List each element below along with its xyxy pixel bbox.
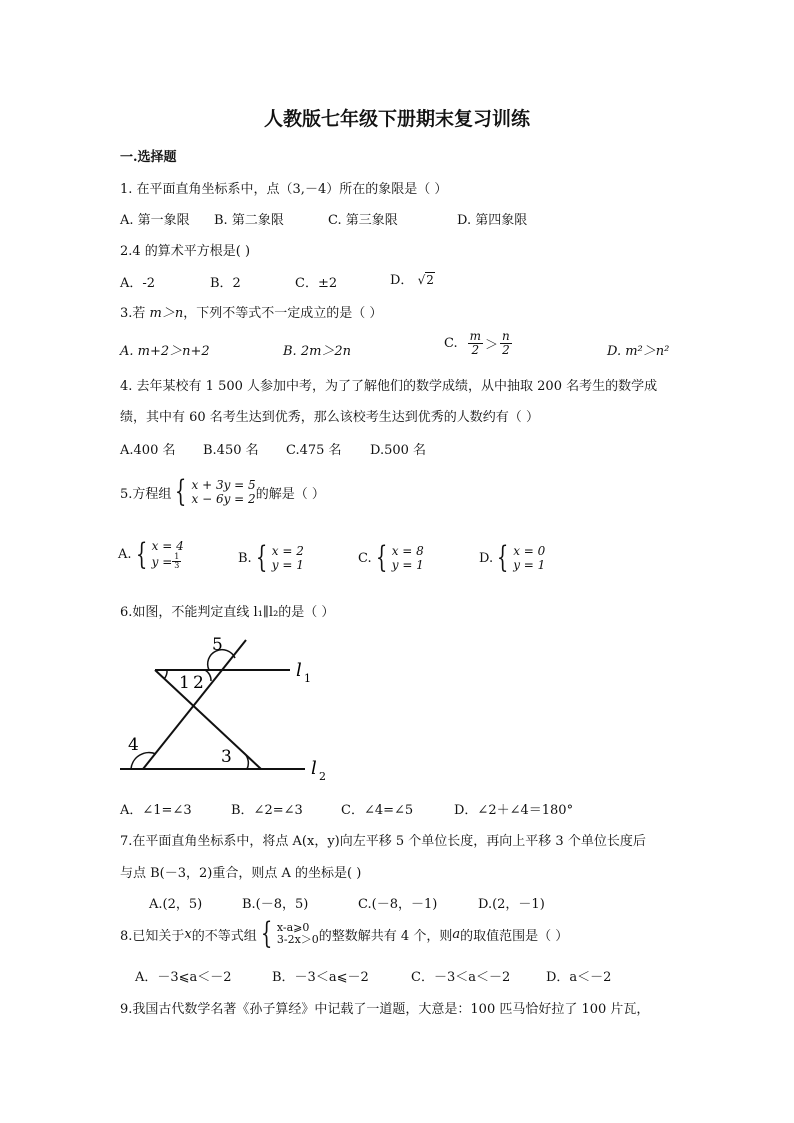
q3-stem-prefix: 3.若: [120, 306, 150, 321]
q5-option-c: [358, 540, 424, 575]
q7-option-b: B.(－8，5): [242, 897, 309, 912]
label-1: 1: [179, 673, 190, 693]
q5-system-rows: [192, 478, 256, 506]
q7-option-a: A.(2，5): [149, 897, 203, 912]
q5-option-b-rows: [272, 544, 304, 572]
q2-option-d-label: D．: [390, 273, 414, 288]
q8-system-rows: [277, 922, 319, 946]
q8-brace: {: [260, 916, 273, 951]
angle-2-arc: [205, 670, 211, 681]
q5-eq1: x + 3y = 5: [191, 478, 256, 492]
q6-figure: [115, 630, 345, 785]
q2-option-d: [390, 269, 435, 288]
q6-stem: 6.如图，不能判定直线 l₁∥l₂的是（ ）: [120, 605, 335, 620]
q7-option-c: C.(－8，－1): [358, 897, 438, 912]
q5-stem-prefix: 5.方程组: [120, 486, 172, 502]
q5-brace: {: [175, 474, 187, 509]
q2-sqrt: √2: [417, 273, 434, 287]
q3-condition: m＞n: [149, 306, 184, 321]
q5-system: [171, 474, 256, 509]
q5-option-a-frac-num: 1: [174, 552, 180, 561]
q5-stem: [120, 474, 325, 509]
q5-option-a-y-label: y =: [151, 554, 173, 569]
q2-option-c: C．±2: [295, 276, 338, 291]
q8-var-a: a: [452, 926, 461, 942]
q5-option-d-label: D.: [479, 550, 494, 566]
q3-frac-right: [500, 330, 512, 357]
q2-option-a: A．-2: [120, 276, 156, 291]
q6-option-b: B．∠2=∠3: [231, 803, 303, 818]
q5-stem-suffix: 的解是（ ）: [255, 486, 325, 502]
q4-option-b: B.450 名: [203, 443, 259, 458]
q3-option-b: B. 2m＞2n: [283, 344, 352, 359]
label-2: 2: [193, 673, 204, 693]
q8-option-c: C．－3＜a＜－2: [411, 970, 511, 985]
q8-stem-mid: 的不等式组: [191, 928, 257, 944]
q7-stem-line1: 7.在平面直角坐标系中，将点 A(x，y)向左平移 5 个单位长度，再向上平移 3 个单位长度后: [120, 834, 646, 849]
q1-option-c: C. 第三象限: [328, 213, 398, 228]
q5-option-b: [238, 540, 304, 575]
q5-option-c-x: x = 8: [391, 544, 424, 558]
q8-option-d: D．a＜－2: [546, 970, 612, 985]
q3-stem-suffix: ，下列不等式不一定成立的是（ ）: [183, 306, 383, 321]
q5-option-b-label: B.: [238, 550, 252, 566]
q6-option-a: A．∠1=∠3: [120, 803, 192, 818]
q3-gt: ＞: [485, 338, 499, 353]
q9-stem-line1: 9.我国古代数学名著《孙子算经》中记载了一道题，大意是：100 匹马恰好拉了 100 片瓦，: [120, 1002, 650, 1017]
label-5: 5: [212, 635, 223, 655]
q1-option-b: B. 第二象限: [214, 213, 284, 228]
label-l2-sub: 2: [319, 770, 326, 783]
q6-option-c: C．∠4=∠5: [341, 803, 414, 818]
q5-option-a-frac-den: 3: [174, 561, 180, 570]
q3-option-c: [444, 330, 512, 357]
q5-option-c-brace: {: [375, 540, 387, 575]
q8-option-a: A．－3⩽a＜－2: [135, 970, 232, 985]
q5-option-a-x: x = 4: [151, 539, 184, 553]
q8-option-b: B．－3＜a⩽－2: [272, 970, 369, 985]
q5-option-d-rows: [513, 544, 545, 572]
q5-option-c-label: C.: [358, 550, 372, 566]
q7-option-d: D.(2，－1): [478, 897, 545, 912]
q3-frac-left: [468, 330, 483, 357]
label-l1: l: [296, 660, 302, 681]
q8-stem-prefix: 8.已知关于: [120, 928, 185, 944]
q5-option-a-y: [152, 553, 184, 570]
q5-eq2: x − 6y = 2: [191, 492, 256, 506]
q8-var-x: x: [184, 926, 192, 942]
q5-option-a-label: A.: [118, 547, 132, 562]
q5-option-a-rows: [152, 539, 184, 570]
q1-stem: 1. 在平面直角坐标系中，点（3,－4）所在的象限是（ ）: [120, 182, 448, 197]
q3-stem: [120, 302, 382, 321]
q5-option-c-rows: [392, 544, 424, 572]
q1-option-d: D. 第四象限: [457, 213, 528, 228]
q4-option-a: A.400 名: [120, 443, 176, 458]
q4-stem-line1: 4. 去年某校有 1 500 人参加中考，为了了解他们的数学成绩，从中抽取 200 名考生的数学成: [120, 379, 658, 394]
q3-option-d: D. m²＞n²: [607, 344, 670, 359]
q2-option-b: B．2: [210, 276, 241, 291]
label-l2: l: [311, 758, 317, 779]
label-l1-sub: 1: [304, 672, 311, 685]
q5-option-d: [479, 540, 546, 575]
q4-option-c: C.475 名: [286, 443, 342, 458]
q5-option-c-y: y = 1: [391, 558, 424, 572]
q5-option-d-x: x = 0: [513, 544, 546, 558]
q2-stem: 2.4 的算术平方根是( ): [120, 244, 251, 259]
section-heading: 一.选择题: [120, 150, 177, 165]
q6-option-d: D．∠2＋∠4＝180°: [454, 803, 574, 818]
q3-option-c-label: C.: [444, 336, 458, 351]
label-4: 4: [128, 735, 139, 755]
q5-option-a-brace: {: [135, 536, 147, 572]
q3-option-a: A. m+2＞n+2: [120, 344, 210, 359]
angle-1-arc: [164, 670, 167, 679]
angle-4-arc: [131, 753, 156, 769]
q5-option-a-frac: [172, 553, 181, 570]
q5-option-d-y: y = 1: [513, 558, 546, 572]
page-title: 人教版七年级下册期末复习训练: [263, 108, 530, 130]
q8-stem-mid2: 的整数解共有 4 个，则: [318, 928, 453, 944]
q5-option-b-brace: {: [255, 540, 267, 575]
q2-sqrt-arg: 2: [426, 273, 434, 287]
q3-frac-right-den: 2: [502, 343, 510, 357]
q4-stem-line2: 绩，其中有 60 名考生达到优秀，那么该校考生达到优秀的人数约有（ ）: [120, 410, 539, 425]
q1-option-a: A. 第一象限: [120, 213, 190, 228]
q5-option-b-y: y = 1: [271, 558, 304, 572]
q8-stem: [120, 916, 569, 951]
q4-option-d: D.500 名: [370, 443, 427, 458]
q5-option-a: [118, 536, 184, 572]
q3-frac-right-num: n: [502, 329, 510, 343]
q3-frac-left-den: 2: [471, 343, 480, 357]
q8-ineq2: 3-2x＞0: [276, 933, 319, 946]
q8-ineq1: x-a⩾0: [276, 921, 310, 934]
q8-stem-suffix: 的取值范围是（ ）: [460, 928, 569, 944]
q5-option-d-brace: {: [496, 540, 509, 575]
label-3: 3: [221, 747, 232, 767]
angle-3-arc: [243, 752, 248, 769]
q5-option-b-x: x = 2: [271, 544, 304, 558]
q3-frac-left-num: m: [469, 329, 482, 343]
q7-stem-line2: 与点 B(－3，2)重合，则点 A 的坐标是( ): [120, 866, 362, 881]
